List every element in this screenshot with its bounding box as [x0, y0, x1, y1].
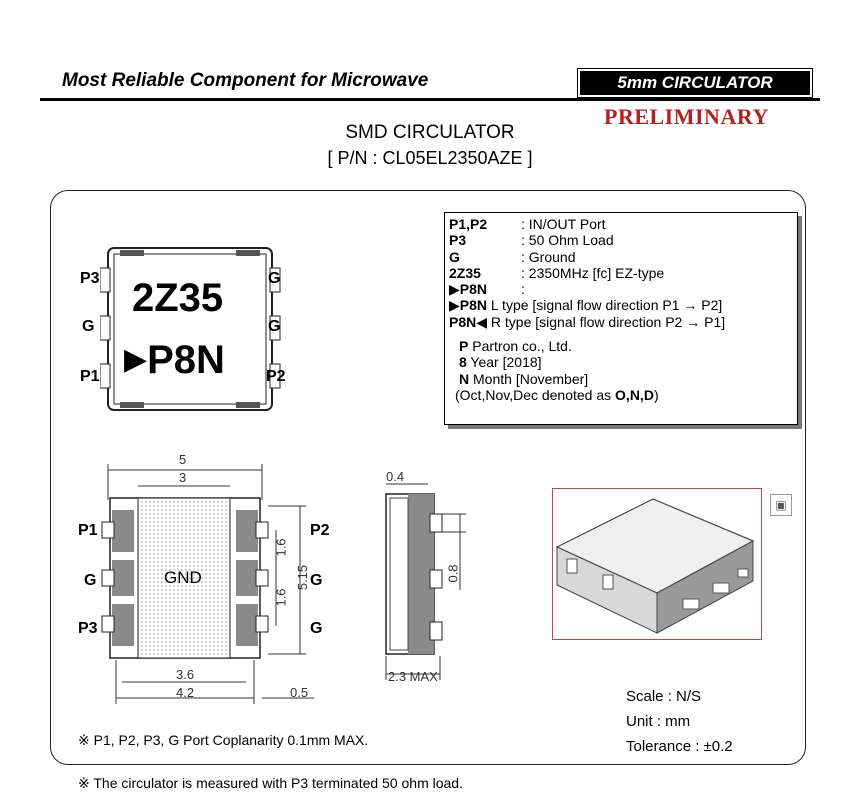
top-pin-left-1: P3	[80, 270, 100, 287]
part-number: [ P/N : CL05EL2350AZE ]	[327, 148, 533, 168]
legend-row: P8N◀ R type [signal flow direction P2 → P1]	[449, 313, 726, 330]
bottom-pin-left-1: P1	[78, 522, 98, 539]
top-pin-left-2: G	[82, 318, 95, 335]
legend-row: ▶P8N L type [signal flow direction P1 → P2]	[449, 297, 723, 314]
gnd-label: GND	[164, 568, 202, 587]
dim-w-inner: 3	[179, 470, 187, 485]
legend-row: G : Ground	[449, 248, 576, 265]
header-rule	[40, 98, 820, 101]
spec-unit: Unit : mm	[626, 713, 691, 730]
dim-pitch1: 1.6	[273, 538, 289, 557]
legend-row: ▶P8N :	[449, 281, 525, 298]
triangle-right-icon: ▶	[124, 343, 148, 376]
legend-box	[444, 212, 798, 425]
note-coplanarity: ※ P1, P2, P3, G Port Coplanarity 0.1mm MAX.	[78, 732, 369, 748]
dim-pad: 0.8	[445, 564, 461, 583]
bottom-view-drawing	[100, 460, 323, 710]
legend-row: 2Z35 : 2350MHz [fc] EZ-type	[449, 264, 665, 281]
dim-max: 2.3 MAX	[388, 669, 438, 684]
legend-row: P3 : 50 Ohm Load	[449, 232, 614, 249]
legend-code: N Month [November]	[459, 370, 589, 387]
dim-top: 0.4	[386, 469, 405, 484]
note-measurement: ※ The circulator is measured with P3 terminated 50 ohm load.	[78, 775, 463, 791]
legend-code: 8 Year [2018]	[459, 354, 542, 371]
bottom-pin-right-1: P2	[310, 522, 330, 539]
header-title: Most Reliable Component for Microwave	[62, 70, 429, 91]
dim-w-total: 5	[179, 452, 187, 467]
bottom-pin-left-2: G	[84, 572, 97, 589]
bottom-pin-right-2: G	[310, 572, 323, 589]
top-pin-left-3: P1	[80, 368, 100, 385]
spec-scale: Scale : N/S	[626, 688, 702, 705]
dim-pad-ext: 0.5	[290, 685, 309, 700]
product-badge: 5mm CIRCULATOR	[580, 71, 810, 95]
legend-row: P1,P2 : IN/OUT Port	[449, 216, 606, 232]
dim-w-body: 4.2	[176, 685, 195, 700]
marking-line2-group	[124, 338, 225, 383]
product-title: SMD CIRCULATOR	[345, 122, 515, 143]
top-view-drawing	[100, 240, 290, 420]
preliminary-stamp: PRELIMINARY	[604, 104, 769, 129]
product-photo-frame	[552, 488, 762, 640]
bottom-pin-left-3: P3	[78, 620, 98, 637]
legend-code: P Partron co., Ltd.	[459, 338, 572, 355]
dim-w-pad: 3.6	[176, 667, 195, 682]
image-icon[interactable]: ▣	[770, 494, 792, 516]
top-pin-right-3: P2	[266, 368, 286, 385]
dim-height: 5.15	[295, 564, 311, 591]
bottom-pin-right-3: G	[310, 620, 323, 637]
top-pin-right-2: G	[268, 318, 281, 335]
legend-footnote: (Oct,Nov,Dec denoted as O,N,D)	[455, 386, 659, 403]
marking-line1: 2Z35	[132, 276, 224, 320]
marking-line2: P8N	[147, 338, 225, 382]
spec-tolerance: Tolerance : ±0.2	[626, 738, 733, 755]
product-photo	[553, 489, 761, 639]
dim-pitch2: 1.6	[273, 588, 289, 607]
top-pin-right-1: G	[268, 270, 281, 287]
